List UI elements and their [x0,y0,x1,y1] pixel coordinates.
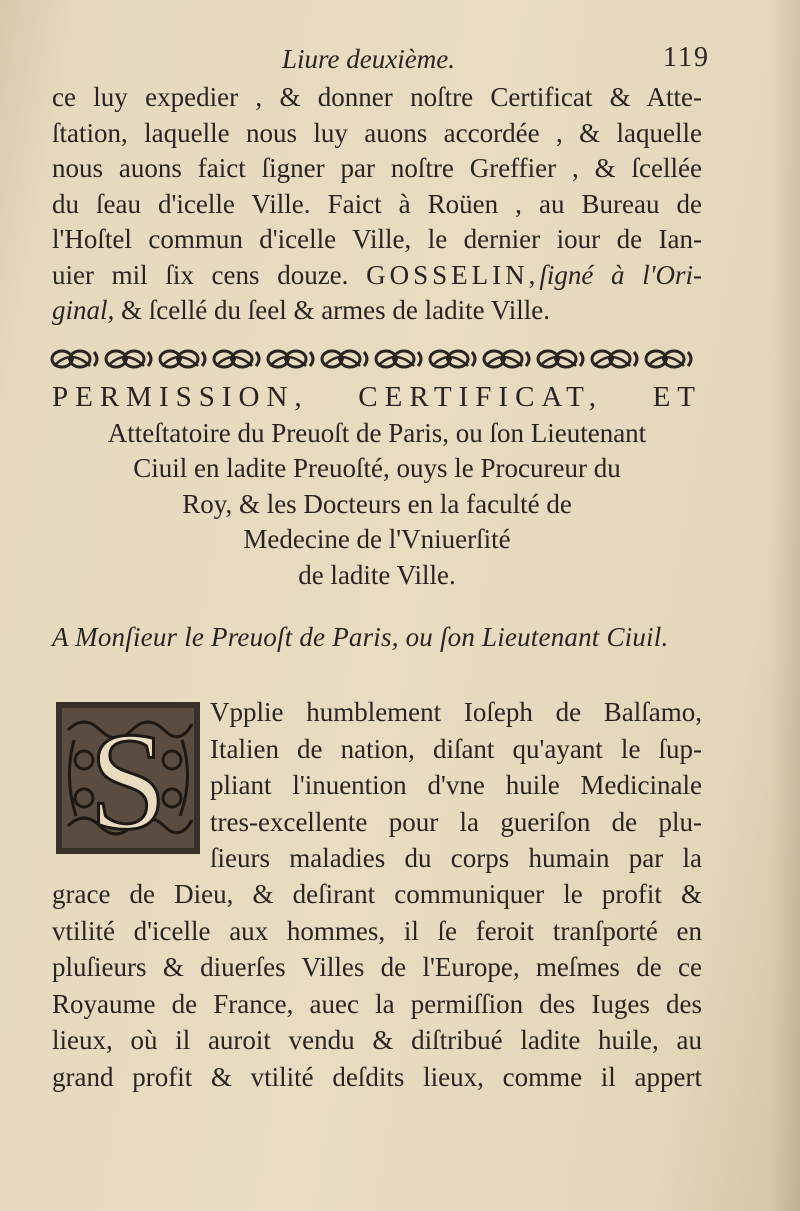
text-line: ce luy expedier , & donner noſtre Certificat & Atte- [52,82,702,112]
seal-text: & ſcellé du ſeel & armes de ladite Ville. [121,295,550,325]
petition-body [52,876,702,1095]
text-line: l'Hoſtel commun d'icelle Ville, le dernier iour de Ian- [52,224,702,254]
text-line [52,293,702,329]
text-line: vtilité d'icelle aux hommes, il ſe feroit tranſporté en [52,915,702,946]
svg-text:S: S [89,704,167,856]
heading-line: Medecine de l'Vniuerſité [243,524,511,554]
text-line: Vpplie humblement Ioſeph de Balſamo, [210,697,702,727]
text-line [52,258,702,294]
heading-line: Ciuil en ladite Preuoſté, ouys le Procureur du [133,453,621,483]
signed-note: ſigné à l'Ori- [539,259,703,290]
heading-line: Atteſtatoire du Preuoſt de Paris, ou ſon Lieutenant [107,417,647,448]
date-text: uier mil ſix cens douze. [52,259,349,290]
text-line: grace de Dieu, & deſirant communiquer le profit & [52,879,702,909]
text-line: ſtation, laquelle nous luy auons accordée , & laquelle [52,117,702,148]
heading-line: Roy, & les Docteurs en la faculté de [182,488,572,519]
ornament-band [50,346,700,372]
text-line: lieux, où il auroit vendu & diſtribué ladite huile, au [52,1025,702,1055]
running-header [50,40,710,80]
petition-indented [210,694,702,877]
section-heading [52,380,702,593]
text-line: grand profit & vtilité deſdits lieux, comme il appert [52,1061,702,1092]
text-line: tres-excellente pour la gueriſon de plu- [210,806,702,837]
signed-note-cont: ginal, [52,295,115,325]
heading-caps: PERMISSION, CERTIFICAT, ET [52,381,702,413]
address-line: A Monſieur le Preuoſt de Paris, ou ſon Lieutenant Ciuil. [52,622,669,652]
signature-name: GOSSELIN, [366,259,540,290]
running-title: Liure deuxième. [282,44,455,74]
decorated-initial-icon [54,700,202,856]
text-line: Italien de nation, diſant qu'ayant le ſup- [210,733,702,764]
text-line: du ſeau d'icelle Ville. Faict à Roüen , au Bureau de [52,188,702,219]
page-number: 119 [663,42,710,73]
top-paragraph [52,80,702,329]
text-line: Royaume de France, auec la permiſſion des Iuges des [52,988,702,1019]
text-line: nous auons faict ſigner par noſtre Greffier , & ſcellée [52,153,702,183]
text-line: pluſieurs & diuerſes Villes de l'Europe, meſmes de ce [52,952,702,982]
text-line: ſieurs maladies du corps humain par la [210,843,702,873]
text-line: pliant l'inuention d'vne huile Medicinale [210,770,702,800]
heading-line: de ladite Ville. [298,559,456,590]
